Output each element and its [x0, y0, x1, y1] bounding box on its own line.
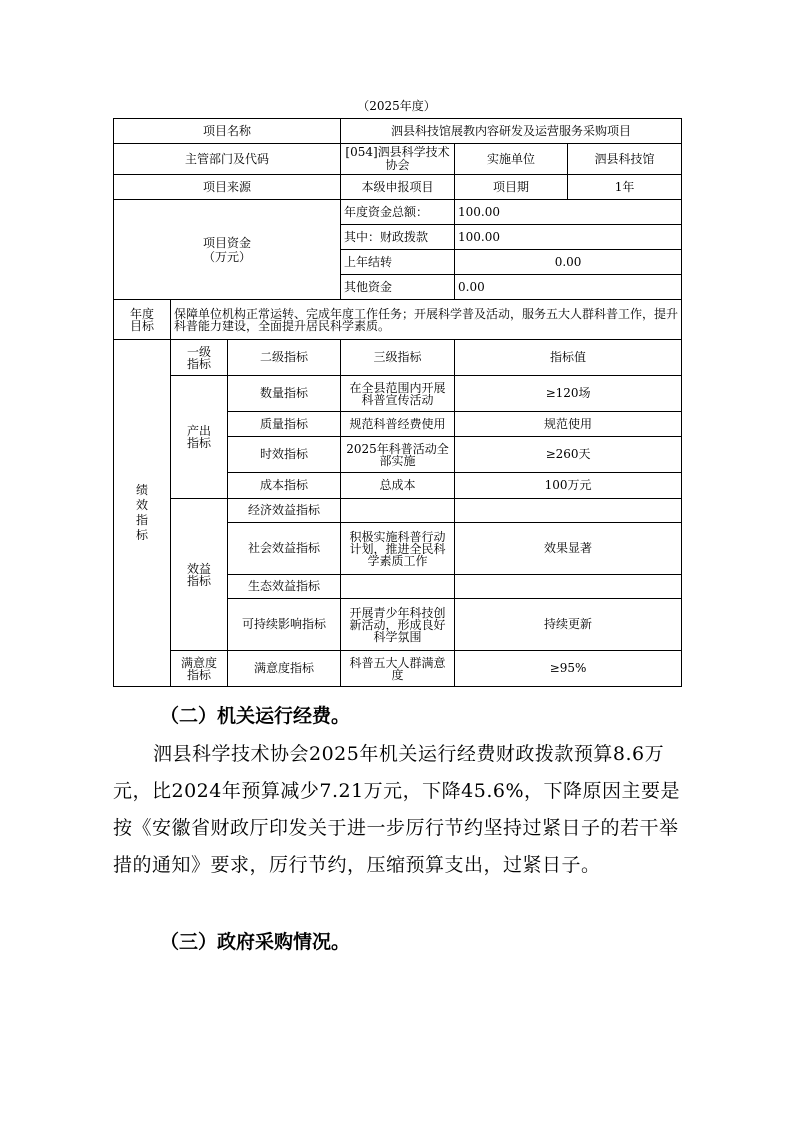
- year-label: （2025年度）: [357, 99, 436, 113]
- header-value: 指标值: [455, 340, 682, 376]
- funds-carryover-value: 0.00: [455, 250, 682, 275]
- benefit-l2: 社会效益指标: [228, 523, 341, 575]
- funds-total-label: 年度资金总额：: [341, 200, 455, 225]
- performance-goal-table: [113, 118, 682, 687]
- section-3-heading: （三）政府采购情况。: [160, 931, 351, 953]
- satisfaction-l2: 满意度指标: [228, 651, 341, 687]
- benefit-value: 效果显著: [455, 523, 682, 575]
- dept-value: [054]泗县科学技术协会: [341, 144, 455, 175]
- funds-other-value: 0.00: [455, 275, 682, 300]
- output-l3: 总成本: [341, 473, 455, 499]
- dept-label: 主管部门及代码: [114, 144, 341, 175]
- benefit-value: 持续更新: [455, 599, 682, 651]
- output-l2: 时效指标: [228, 437, 341, 473]
- benefit-l3: 开展青少年科技创新活动，形成良好科学氛围: [341, 599, 455, 651]
- annual-goal-text: 保障单位机构正常运转、完成年度工作任务；开展科学普及活动，服务五大人群科普工作，提升科普能力建设，全面提升居民科学素质。: [171, 300, 682, 340]
- header-level1: 一级指标: [171, 340, 228, 376]
- header-level2: 二级指标: [228, 340, 341, 376]
- funds-fiscal-label: 其中：财政拨款: [341, 225, 455, 250]
- period-label: 项目期: [455, 175, 568, 200]
- satisfaction-l3: 科普五大人群满意度: [341, 651, 455, 687]
- output-l2: 质量指标: [228, 412, 341, 437]
- benefit-l3: [341, 499, 455, 523]
- output-value: 100万元: [455, 473, 682, 499]
- benefit-value: [455, 499, 682, 523]
- table-row: [114, 340, 682, 376]
- benefit-l2: 可持续影响指标: [228, 599, 341, 651]
- project-name-label: 项目名称: [114, 119, 341, 144]
- table-row: [114, 144, 682, 175]
- header-level3: 三级指标: [341, 340, 455, 376]
- output-value: ≥120场: [455, 376, 682, 412]
- period-value: 1年: [568, 175, 682, 200]
- funds-fiscal-value: 100.00: [455, 225, 682, 250]
- benefit-l3: [341, 575, 455, 599]
- table-row: [114, 651, 682, 687]
- output-value: ≥260天: [455, 437, 682, 473]
- benefit-l2: 生态效益指标: [228, 575, 341, 599]
- table-row: [114, 300, 682, 340]
- output-indicator-label: 产出指标: [171, 376, 228, 499]
- table-row: [114, 376, 682, 412]
- impl-unit-label: 实施单位: [455, 144, 568, 175]
- benefit-value: [455, 575, 682, 599]
- annual-goal-label: 年度目标: [114, 300, 171, 340]
- funds-label: 项目资金 （万元）: [114, 200, 341, 300]
- impl-unit-value: 泗县科技馆: [568, 144, 682, 175]
- table-row: [114, 119, 682, 144]
- output-l3: 2025年科普活动全部实施: [341, 437, 455, 473]
- source-label: 项目来源: [114, 175, 341, 200]
- perf-indicator-label: 绩效指标: [114, 340, 171, 687]
- output-l2: 成本指标: [228, 473, 341, 499]
- funds-total-value: 100.00: [455, 200, 682, 225]
- output-l3: 在全县范围内开展科普宣传活动: [341, 376, 455, 412]
- table-row: [114, 499, 682, 523]
- project-name-value: 泗县科技馆展教内容研发及运营服务采购项目: [341, 119, 682, 144]
- table-row: [114, 175, 682, 200]
- satisfaction-value: ≥95%: [455, 651, 682, 687]
- benefit-l2: 经济效益指标: [228, 499, 341, 523]
- section-2-paragraph: [113, 736, 683, 884]
- table-row: [114, 200, 682, 225]
- output-l2: 数量指标: [228, 376, 341, 412]
- satisfaction-indicator-label: 满意度指标: [171, 651, 228, 687]
- output-l3: 规范科普经费使用: [341, 412, 455, 437]
- benefit-l3: 积极实施科普行动计划，推进全民科学素质工作: [341, 523, 455, 575]
- section-2-text: 泗县科学技术协会2025年机关运行经费财政拨款预算8.6万元，比2024年预算减少7.21万元，下降45.6%，下降原因主要是按《安徽省财政厅印发关于进一步厉行节约坚持过紧日子的若干举措的通知》要求，厉行节约，压缩预算支出，过紧日子。: [113, 743, 681, 876]
- benefit-indicator-label: 效益指标: [171, 499, 228, 651]
- section-2-heading: （二）机关运行经费。: [160, 705, 351, 727]
- funds-other-label: 其他资金: [341, 275, 455, 300]
- funds-carryover-label: 上年结转: [341, 250, 455, 275]
- output-value: 规范使用: [455, 412, 682, 437]
- source-value: 本级申报项目: [341, 175, 455, 200]
